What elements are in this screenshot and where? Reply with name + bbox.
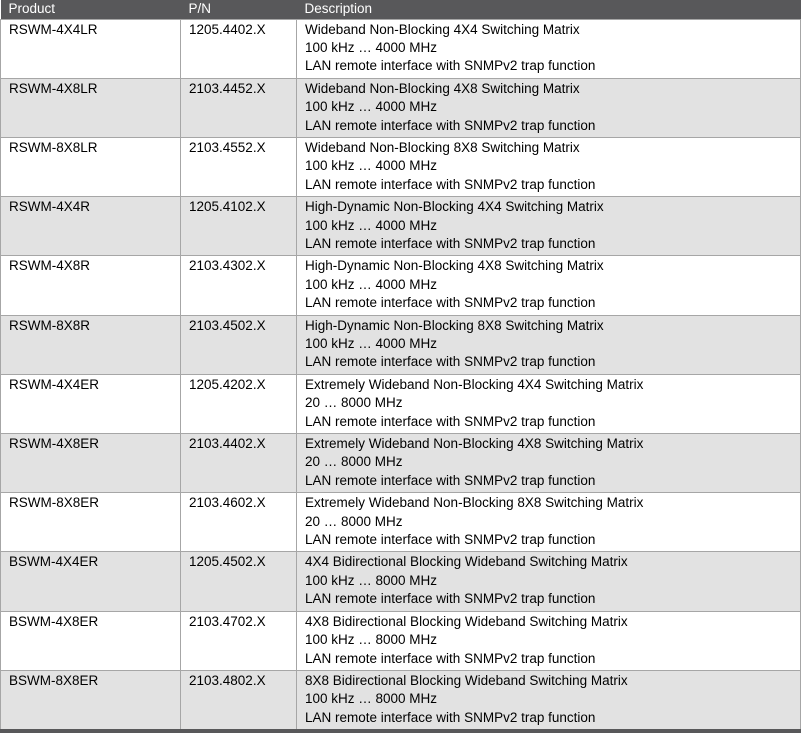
- description-cell: [297, 256, 801, 315]
- product-cell: BSWM-4X4ER: [1, 552, 181, 611]
- pn-cell: 2103.4802.X: [181, 670, 297, 731]
- description-line: Wideband Non-Blocking 4X4 Switching Matrix: [305, 21, 580, 37]
- description-line: LAN remote interface with SNMPv2 trap function: [305, 176, 596, 192]
- description-line: 100 kHz … 4000 MHz: [305, 158, 438, 174]
- pn-cell: 1205.4202.X: [181, 374, 297, 433]
- description-cell: [297, 78, 801, 137]
- description-cell: [297, 315, 801, 374]
- product-cell: RSWM-4X4ER: [1, 374, 181, 433]
- product-cell: BSWM-4X8ER: [1, 611, 181, 670]
- table-row: [1, 493, 801, 552]
- description-cell: [297, 552, 801, 611]
- description-line: 4X4 Bidirectional Blocking Wideband Switching Matrix: [305, 554, 628, 570]
- description-cell: [297, 670, 801, 731]
- table-row: [1, 611, 801, 670]
- table-row: [1, 434, 801, 493]
- column-header-description: Description: [297, 0, 801, 19]
- product-cell: RSWM-4X8ER: [1, 434, 181, 493]
- table-row: [1, 137, 801, 196]
- description-line: LAN remote interface with SNMPv2 trap function: [305, 650, 596, 666]
- product-cell: RSWM-4X8LR: [1, 78, 181, 137]
- column-header-product: Product: [1, 0, 181, 19]
- table-row: [1, 78, 801, 137]
- table-row: [1, 19, 801, 78]
- description-line: 20 … 8000 MHz: [305, 454, 403, 470]
- table-header-row: [1, 0, 801, 19]
- pn-cell: 2103.4402.X: [181, 434, 297, 493]
- description-line: High-Dynamic Non-Blocking 4X8 Switching Matrix: [305, 258, 604, 274]
- table-row: [1, 315, 801, 374]
- product-cell: RSWM-8X8LR: [1, 137, 181, 196]
- description-line: LAN remote interface with SNMPv2 trap function: [305, 235, 596, 251]
- description-cell: [297, 137, 801, 196]
- pn-cell: 1205.4102.X: [181, 197, 297, 256]
- table-row: [1, 374, 801, 433]
- pn-cell: 1205.4402.X: [181, 19, 297, 78]
- description-line: LAN remote interface with SNMPv2 trap function: [305, 532, 596, 548]
- description-line: 100 kHz … 4000 MHz: [305, 217, 438, 233]
- product-cell: BSWM-8X8ER: [1, 670, 181, 731]
- pn-cell: 2103.4702.X: [181, 611, 297, 670]
- table-row: [1, 552, 801, 611]
- description-line: 4X8 Bidirectional Blocking Wideband Switching Matrix: [305, 613, 628, 629]
- description-line: High-Dynamic Non-Blocking 8X8 Switching Matrix: [305, 317, 604, 333]
- description-line: 100 kHz … 4000 MHz: [305, 39, 438, 55]
- product-cell: RSWM-4X4R: [1, 197, 181, 256]
- description-cell: [297, 493, 801, 552]
- description-line: Extremely Wideband Non-Blocking 4X8 Switching Matrix: [305, 436, 644, 452]
- description-line: 8X8 Bidirectional Blocking Wideband Switching Matrix: [305, 672, 628, 688]
- description-line: 100 kHz … 4000 MHz: [305, 276, 438, 292]
- description-line: 100 kHz … 8000 MHz: [305, 572, 438, 588]
- description-line: 100 kHz … 4000 MHz: [305, 99, 438, 115]
- description-cell: [297, 197, 801, 256]
- description-line: LAN remote interface with SNMPv2 trap function: [305, 117, 596, 133]
- description-cell: [297, 374, 801, 433]
- table-header: [1, 0, 801, 19]
- product-cell: RSWM-4X4LR: [1, 19, 181, 78]
- pn-cell: 2103.4602.X: [181, 493, 297, 552]
- description-line: Wideband Non-Blocking 8X8 Switching Matrix: [305, 139, 580, 155]
- description-cell: [297, 611, 801, 670]
- product-cell: RSWM-8X8ER: [1, 493, 181, 552]
- pn-cell: 2103.4502.X: [181, 315, 297, 374]
- description-line: LAN remote interface with SNMPv2 trap function: [305, 591, 596, 607]
- product-cell: RSWM-8X8R: [1, 315, 181, 374]
- pn-cell: 2103.4302.X: [181, 256, 297, 315]
- pn-cell: 1205.4502.X: [181, 552, 297, 611]
- description-line: 20 … 8000 MHz: [305, 395, 403, 411]
- description-line: LAN remote interface with SNMPv2 trap function: [305, 295, 596, 311]
- table-row: [1, 670, 801, 731]
- description-cell: [297, 434, 801, 493]
- description-line: Extremely Wideband Non-Blocking 4X4 Switching Matrix: [305, 376, 644, 392]
- column-header-pn: P/N: [181, 0, 297, 19]
- description-line: LAN remote interface with SNMPv2 trap function: [305, 413, 596, 429]
- description-line: LAN remote interface with SNMPv2 trap function: [305, 354, 596, 370]
- description-line: LAN remote interface with SNMPv2 trap function: [305, 58, 596, 74]
- description-line: Extremely Wideband Non-Blocking 8X8 Switching Matrix: [305, 495, 644, 511]
- description-line: 20 … 8000 MHz: [305, 513, 403, 529]
- description-line: LAN remote interface with SNMPv2 trap function: [305, 709, 596, 725]
- description-line: 100 kHz … 8000 MHz: [305, 632, 438, 648]
- description-line: 100 kHz … 4000 MHz: [305, 336, 438, 351]
- description-cell: [297, 19, 801, 78]
- table-body: [1, 19, 801, 731]
- table-row: [1, 197, 801, 256]
- description-line: Wideband Non-Blocking 4X8 Switching Matrix: [305, 80, 580, 96]
- description-line: LAN remote interface with SNMPv2 trap function: [305, 472, 596, 488]
- product-cell: RSWM-4X8R: [1, 256, 181, 315]
- description-line: High-Dynamic Non-Blocking 4X4 Switching Matrix: [305, 199, 604, 215]
- description-line: 100 kHz … 8000 MHz: [305, 691, 438, 707]
- pn-cell: 2103.4552.X: [181, 137, 297, 196]
- table-row: [1, 256, 801, 315]
- pn-cell: 2103.4452.X: [181, 78, 297, 137]
